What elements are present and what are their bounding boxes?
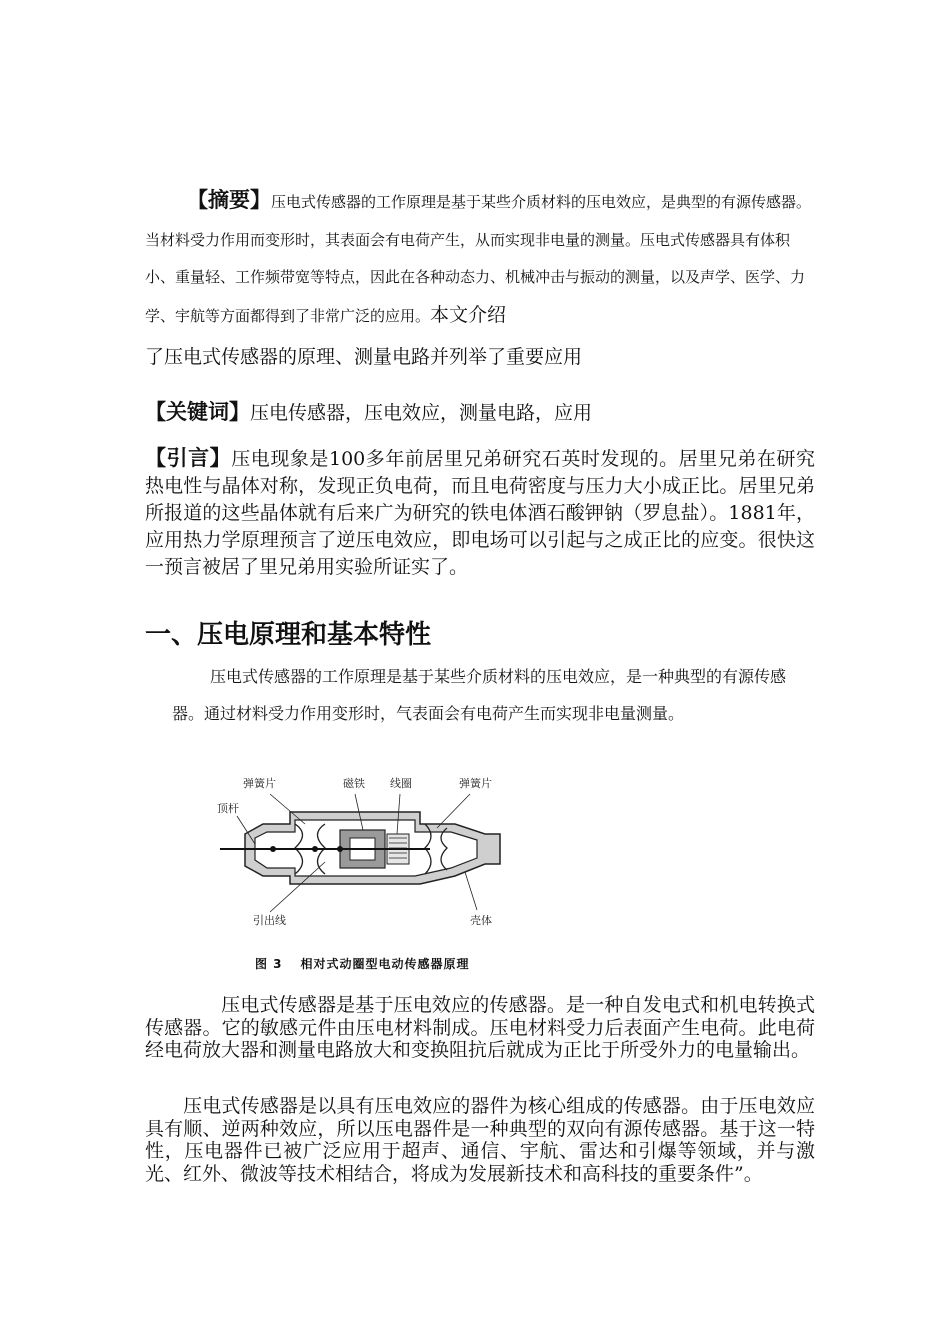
label-magnet: 磁铁 — [343, 777, 365, 790]
body-paragraph-2 — [145, 1095, 815, 1185]
label-coil: 线圈 — [390, 777, 412, 790]
keywords-text: 压电传感器，压电效应，测量电路，应用 — [250, 402, 593, 424]
keywords-line — [145, 396, 592, 426]
body-paragraph-1 — [145, 994, 815, 1062]
abstract-text: 压电式传感器的工作原理是基于某些介质材料的压电效应，是典型的有源传感器。当材料受力作用而变形时，其表面会有电荷产生，从而实现非电量的测量。压电式传感器具有体积小、重量轻、工作频带宽等特点，因此在各种动态力、机械冲击与振动的测量，以及声学、医学、力学、宇航等方面都得到了非常广泛的应用。 — [145, 193, 812, 325]
body-paragraph-1-text: 压电式传感器是基于压电效应的传感器。是一种自发电式和机电转换式传感器。它的敏感元件由压电材料制成。压电材料受力后表面产生电荷。此电荷经电荷放大器和测量电路放大和变换阻抗后就成为正比于所受外力的电量输出。 — [145, 994, 815, 1061]
abstract-tail: 本文介绍 — [430, 303, 507, 326]
abstract-tail-line2: 了压电式传感器的原理、测量电路并列举了重要应用 — [145, 346, 583, 368]
introduction-paragraph — [145, 445, 815, 581]
section-title: 一、压电原理和基本特性 — [145, 620, 432, 650]
abstract-heading: 【摘要】 — [187, 188, 271, 212]
figure-number: 图 3 — [255, 957, 283, 971]
label-lead: 引出线 — [253, 914, 286, 927]
label-spring-left: 弹簧片 — [243, 777, 276, 790]
label-spring-right: 弹簧片 — [459, 777, 492, 790]
section-paragraph — [172, 658, 812, 732]
body-paragraph-2-text: 压电式传感器是以具有压电效应的器件为核心组成的传感器。由于压电效应具有顺、逆两种效应，所以压电器件是一种典型的双向有源传感器。基于这一特性，压电器件已被广泛应用于超声、通信、宇航、雷达和引爆等领域，并与激光、红外、微波等技术相结合，将成为发展新技术和高科技的重要条件”。 — [145, 1095, 815, 1185]
label-shell: 壳体 — [470, 914, 492, 927]
figure-caption-text: 相对式动圈型电动传感器原理 — [300, 957, 470, 971]
figure-caption — [255, 955, 470, 972]
label-rod: 顶杆 — [217, 802, 239, 815]
intro-heading: 【引言】 — [145, 446, 232, 470]
keywords-heading: 【关键词】 — [145, 400, 250, 424]
section-paragraph-text: 压电式传感器的工作原理是基于某些介质材料的压电效应，是一种典型的有源传感器。通过材料受力作用变形时，气表面会有电荷产生而实现非电量测量。 — [172, 667, 787, 723]
sensor-diagram — [215, 772, 515, 977]
intro-text: 压电现象是100多年前居里兄弟研究石英时发现的。居里兄弟在研究热电性与晶体对称，发现正负电荷，而且电荷密度与压力大小成正比。居里兄弟所报道的这些晶体就有后来广为研究的铁电体酒石酸钾钠（罗息盐）。1881年，应用热力学原理预言了逆压电效应，即电场可以引起与之成正比的应变。很快这一预言被居了里兄弟用实验所证实了。 — [145, 448, 815, 578]
abstract-paragraph — [145, 182, 815, 335]
